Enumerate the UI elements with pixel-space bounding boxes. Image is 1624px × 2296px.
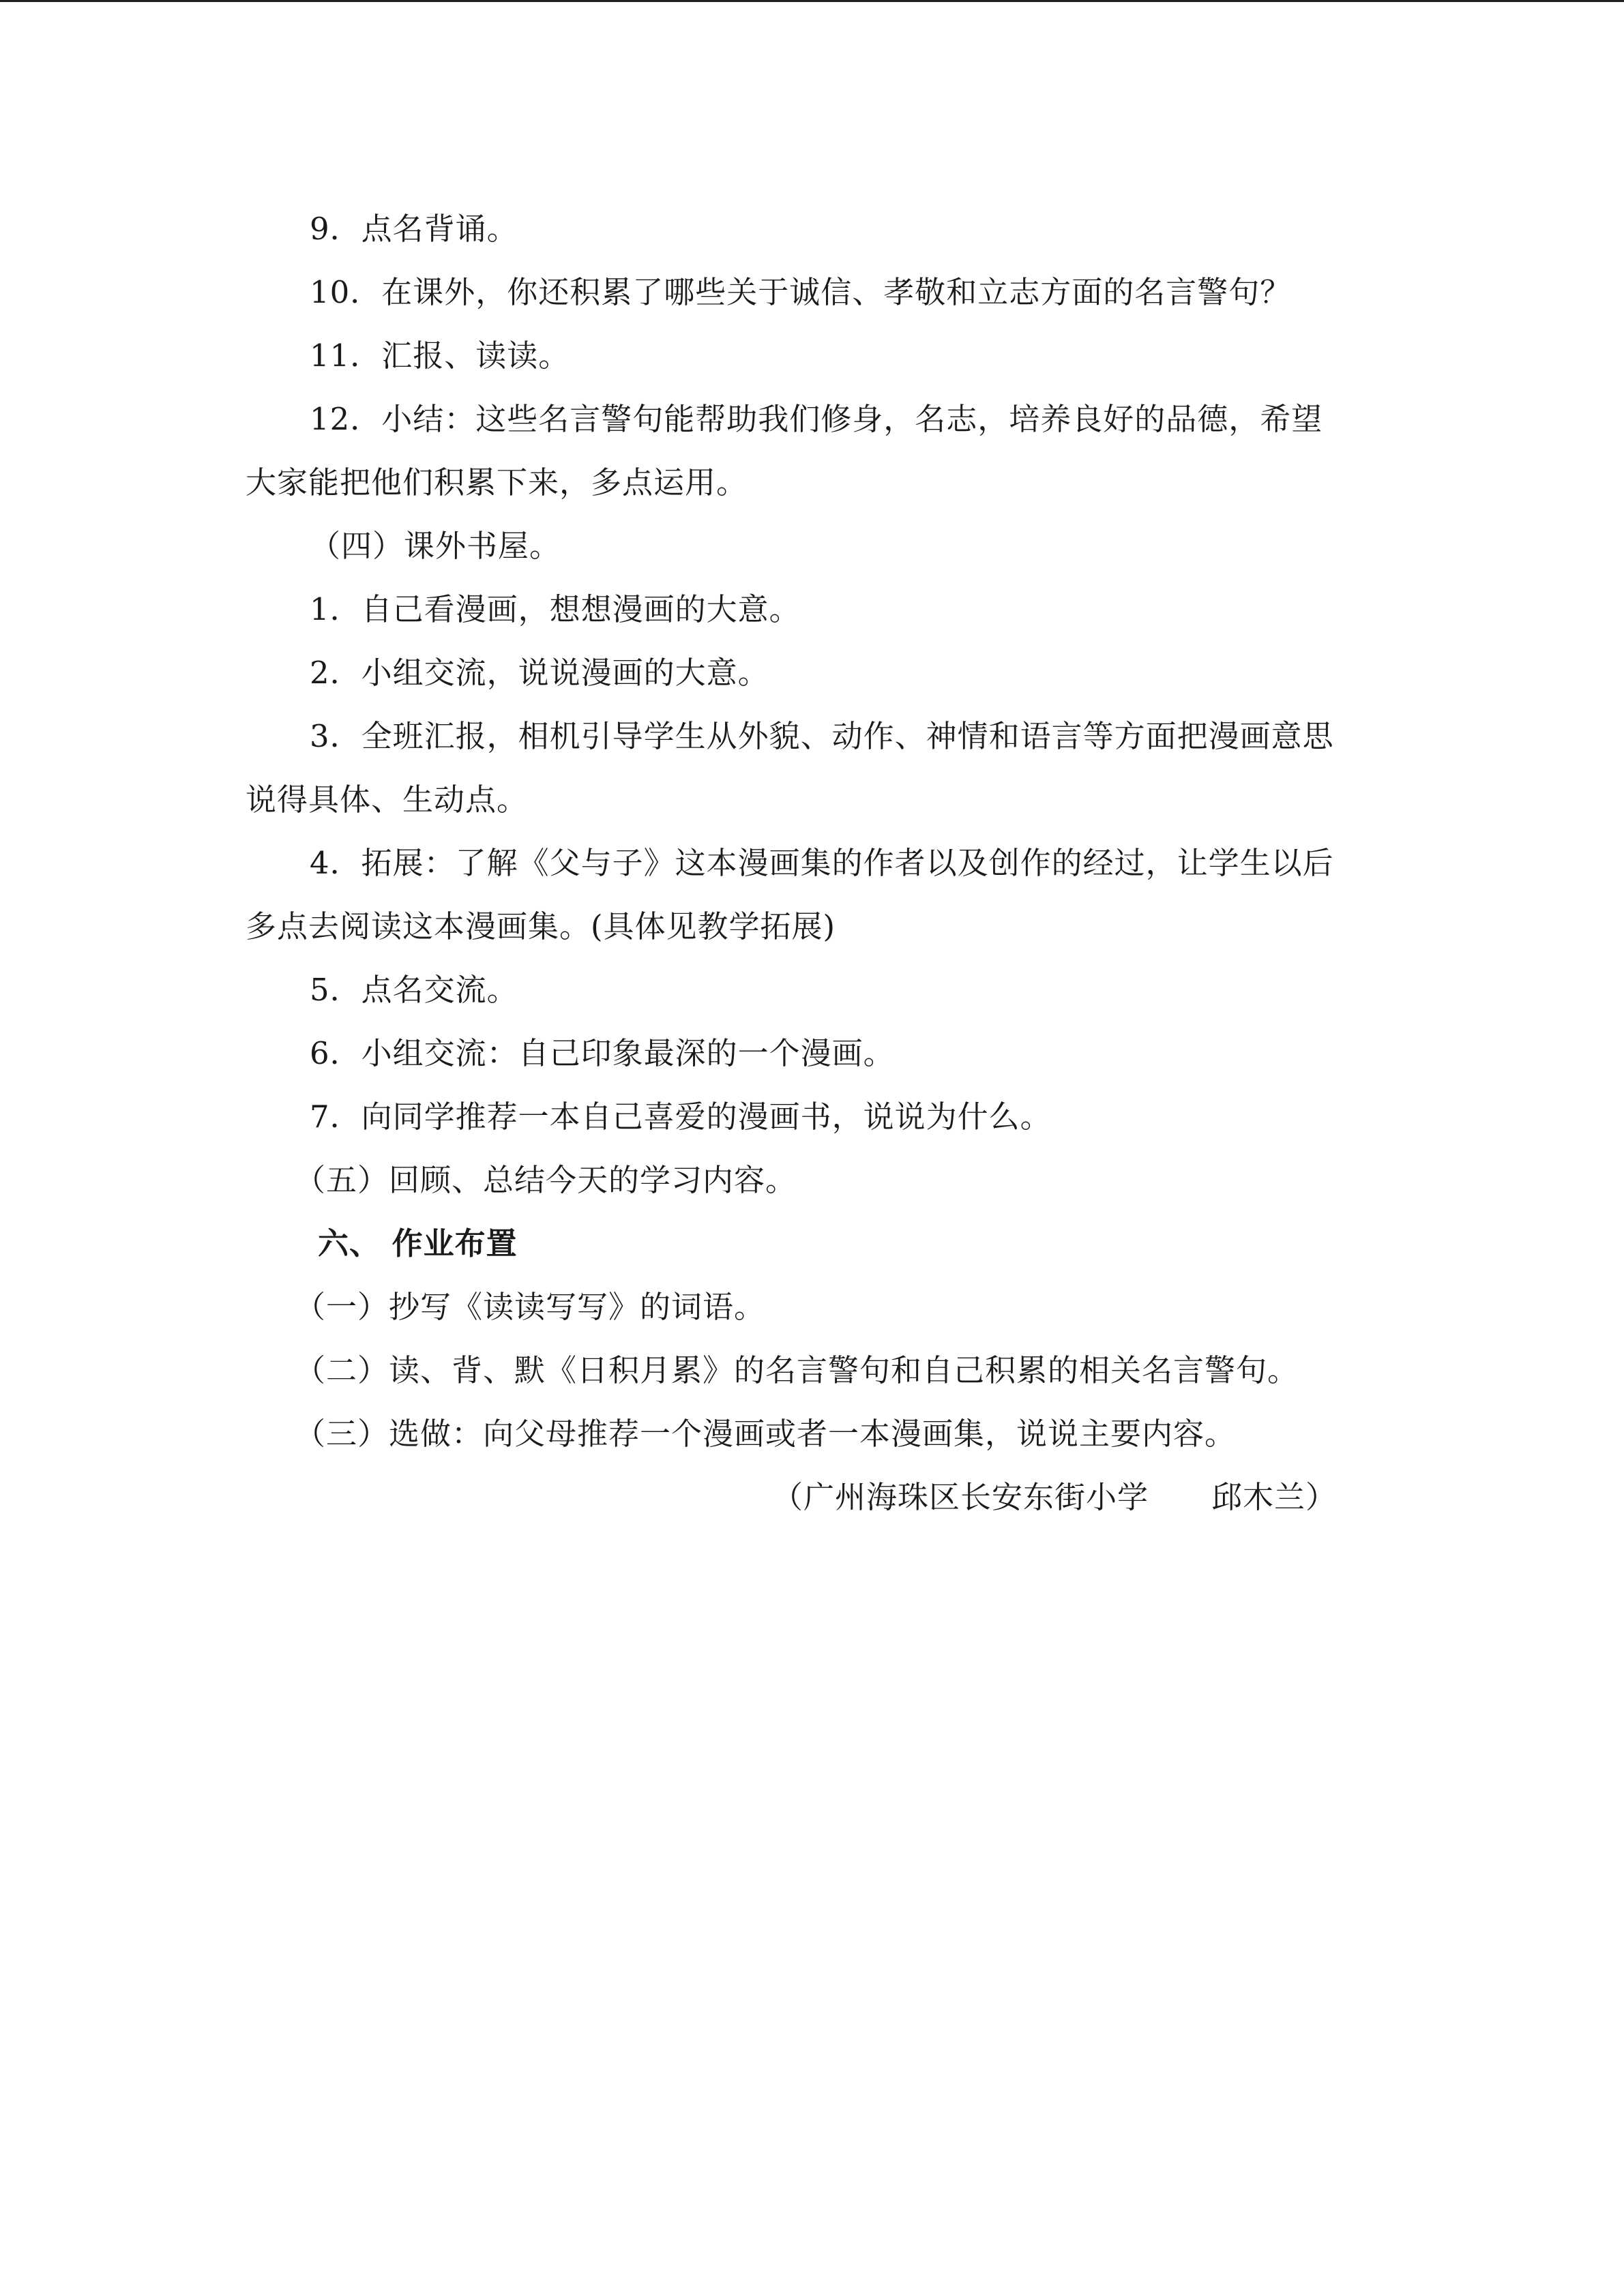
step-12: 12．小结：这些名言警句能帮助我们修身，名志，培养良好的品德，希望: [310, 401, 1323, 437]
homework-item-1: （一）抄写《读读写写》的词语。: [295, 1289, 766, 1325]
section-4-step-5: 5．点名交流。: [310, 972, 518, 1008]
step-12-continued: 大家能把他们积累下来，多点运用。: [246, 464, 748, 501]
section-4-heading: （四）课外书屋。: [310, 528, 561, 564]
step-9: 9．点名背诵。: [310, 211, 518, 247]
section-5-heading: （五）回顾、总结今天的学习内容。: [295, 1162, 797, 1198]
section-4-step-3: 3．全班汇报，相机引导学生从外貌、动作、神情和语言等方面把漫画意思: [310, 718, 1334, 754]
section-4-step-3-continued: 说得具体、生动点。: [246, 781, 529, 818]
step-10: 10．在课外，你还积累了哪些关于诚信、孝敬和立志方面的名言警句？: [310, 274, 1292, 310]
homework-heading: 六、 作业布置: [318, 1225, 518, 1262]
section-4-step-4-continued: 多点去阅读这本漫画集。(具体见教学拓展): [246, 908, 836, 944]
section-4-step-1: 1．自己看漫画，想想漫画的大意。: [310, 591, 801, 627]
top-border-line: [0, 0, 1624, 2]
section-4-step-4: 4．拓展：了解《父与子》这本漫画集的作者以及创作的经过，让学生以后: [310, 845, 1334, 881]
homework-item-2: （二）读、背、默《日积月累》的名言警句和自己积累的相关名言警句。: [295, 1352, 1299, 1388]
step-11: 11．汇报、读读。: [310, 338, 570, 374]
homework-item-3: （三）选做：向父母推荐一个漫画或者一本漫画集，说说主要内容。: [295, 1416, 1237, 1452]
section-4-step-7: 7．向同学推荐一本自己喜爱的漫画书，说说为什么。: [310, 1099, 1052, 1135]
section-4-step-2: 2．小组交流，说说漫画的大意。: [310, 655, 769, 691]
author-signature: （广州海珠区长安东街小学 邱木兰）: [771, 1479, 1337, 1515]
section-4-step-6: 6．小组交流：自己印象最深的一个漫画。: [310, 1035, 895, 1071]
